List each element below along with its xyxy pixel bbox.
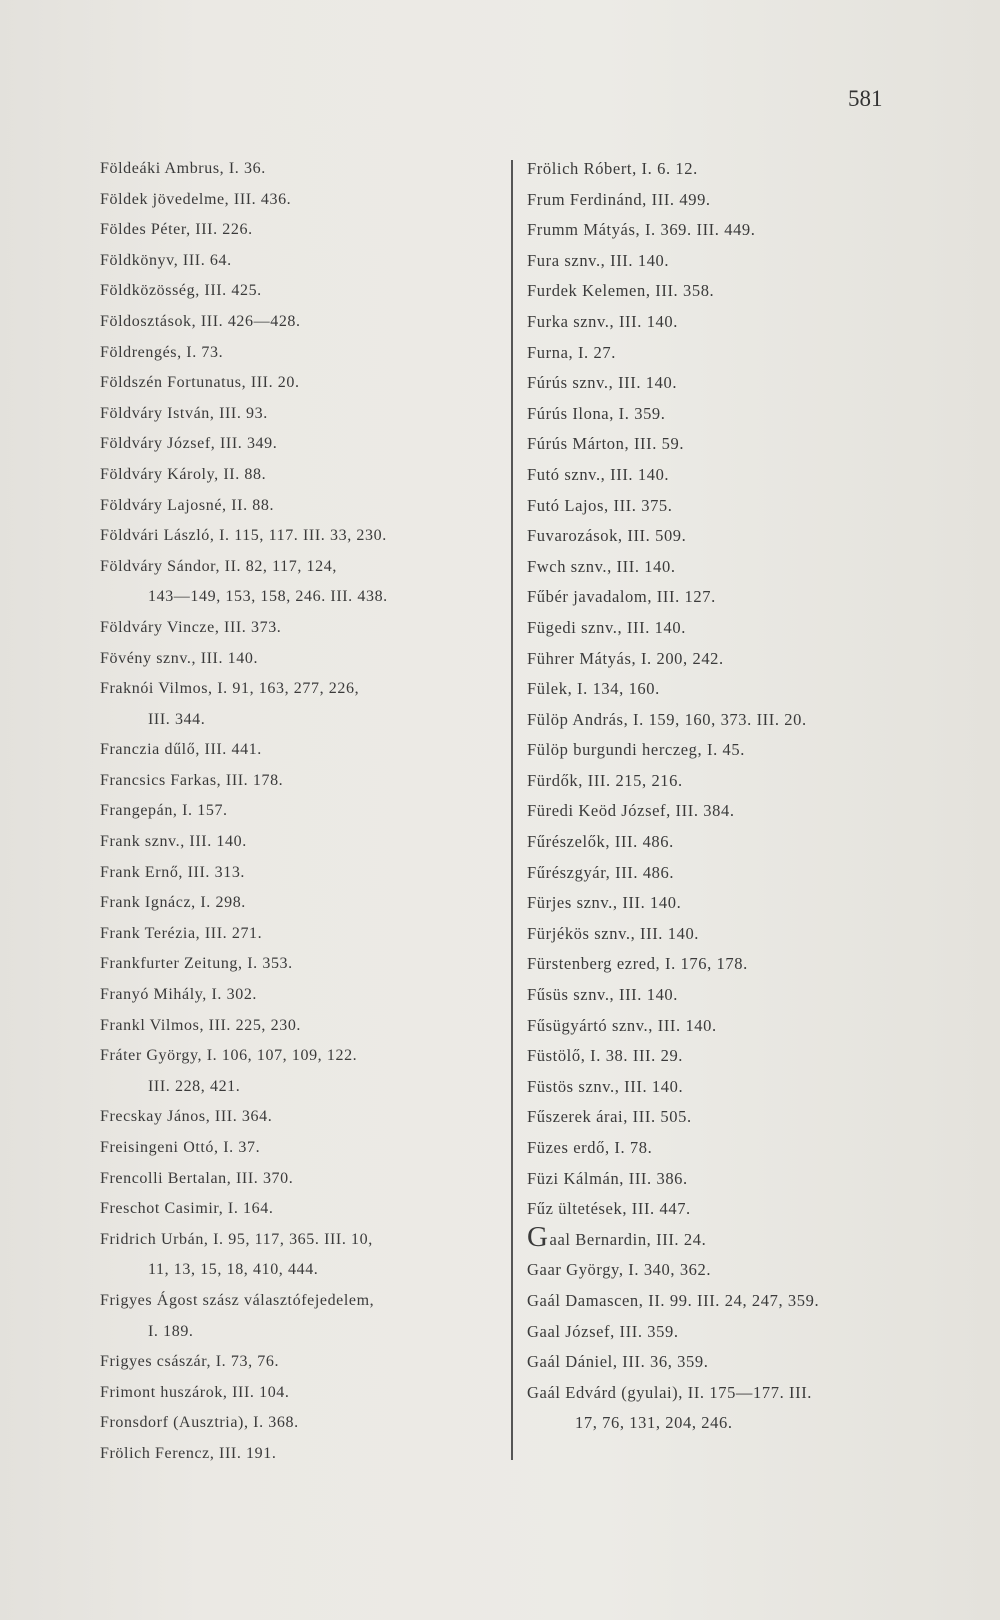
entry-text: Füstölő, I. 38. III. 29. <box>527 1046 684 1066</box>
entry-text: Frencolli Bertalan, III. 370. <box>100 1169 294 1187</box>
index-entry <box>527 582 927 613</box>
entry-text: Frank Terézia, III. 271. <box>100 924 263 942</box>
index-entry <box>527 796 927 827</box>
index-entry <box>100 796 490 827</box>
index-entry <box>527 154 927 185</box>
index-entry <box>100 491 490 522</box>
entry-text: Frankfurter Zeitung, I. 353. <box>100 955 293 973</box>
index-entry <box>527 491 927 522</box>
index-entry <box>527 735 927 766</box>
section-initial: G <box>527 1220 549 1253</box>
index-entry <box>527 1378 927 1439</box>
index-entry <box>527 1317 927 1348</box>
entry-text: Fövény sznv., III. 140. <box>100 649 259 667</box>
entry-text: Francsics Farkas, III. 178. <box>100 771 284 789</box>
index-entry <box>100 1102 490 1133</box>
index-entry <box>527 1164 927 1195</box>
index-entry <box>527 460 927 491</box>
index-entry <box>100 949 490 980</box>
entry-text: Földváry Vincze, III. 373. <box>100 618 282 636</box>
entry-text: Frank sznv., III. 140. <box>100 833 247 851</box>
entry-text: Fűsügyártó sznv., III. 140. <box>527 1015 717 1035</box>
index-entry <box>100 215 490 246</box>
entry-text: Földváry Lajosné, II. 88. <box>100 496 275 514</box>
index-entry <box>100 276 490 307</box>
index-entry <box>527 766 927 797</box>
index-entry <box>100 460 490 491</box>
entry-text: Fűrészgyár, III. 486. <box>527 862 675 882</box>
entry-continuation: 143—149, 153, 158, 246. III. 438. <box>148 588 388 606</box>
index-entry <box>527 980 927 1011</box>
entry-text: Földváry Károly, II. 88. <box>100 465 267 483</box>
entry-text: Földeáki Ambrus, I. 36. <box>100 160 266 177</box>
entry-text: Fűrészelők, III. 486. <box>527 832 674 852</box>
entry-text: Fürstenberg ezred, I. 176, 178. <box>527 954 748 974</box>
entry-continuation: III. 228, 421. <box>148 1077 241 1095</box>
entry-text: Fülöp András, I. 159, 160, 373. III. 20. <box>527 709 807 729</box>
index-entry <box>100 307 490 338</box>
entry-text: Führer Mátyás, I. 200, 242. <box>527 648 724 668</box>
entry-text: Fürjékös sznv., III. 140. <box>527 923 700 943</box>
entry-text: Földszén Fortunatus, III. 20. <box>100 374 300 392</box>
index-entry <box>100 980 490 1011</box>
index-entry <box>527 827 927 858</box>
entry-text: Fürjes sznv., III. 140. <box>527 893 682 913</box>
index-entry <box>100 246 490 277</box>
entry-text: Franczia dűlő, III. 441. <box>100 741 262 759</box>
index-entry <box>100 1286 490 1347</box>
index-entry <box>527 552 927 583</box>
entry-text: Földrengés, I. 73. <box>100 343 224 361</box>
entry-text: Füredi Keöd József, III. 384. <box>527 801 735 821</box>
entry-text: Földosztások, III. 426—428. <box>100 312 301 330</box>
entry-text: Fridrich Urbán, I. 95, 117, 365. III. 10, <box>100 1230 373 1248</box>
entry-text: Frangepán, I. 157. <box>100 802 228 820</box>
index-entry <box>100 674 490 735</box>
index-entry <box>527 185 927 216</box>
entry-text: Frimont huszárok, III. 104. <box>100 1383 290 1401</box>
index-entry <box>527 276 927 307</box>
entry-text: Frankl Vilmos, III. 225, 230. <box>100 1016 302 1034</box>
entry-text: Fwch sznv., III. 140. <box>527 556 676 576</box>
index-entry <box>527 644 927 675</box>
entry-text: Freschot Casimir, I. 164. <box>100 1200 274 1218</box>
index-entry <box>527 368 927 399</box>
index-entry <box>100 613 490 644</box>
index-entry <box>527 307 927 338</box>
index-entry <box>527 1102 927 1133</box>
entry-text: Futó sznv., III. 140. <box>527 464 670 484</box>
entry-text: Fűsüs sznv., III. 140. <box>527 985 679 1005</box>
index-entry <box>100 552 490 613</box>
index-column-right <box>527 154 927 1439</box>
index-entry <box>527 919 927 950</box>
entry-text: Fűz ültetések, III. 447. <box>527 1199 691 1219</box>
entry-text: Fura sznv., III. 140. <box>527 250 670 270</box>
index-entry <box>527 1286 927 1317</box>
index-entry <box>527 1011 927 1042</box>
entry-text: Füstös sznv., III. 140. <box>527 1076 684 1096</box>
index-entry <box>527 1220 927 1256</box>
entry-text: Gaál Damascen, II. 99. III. 24, 247, 359. <box>527 1290 820 1310</box>
index-entry <box>100 1194 490 1225</box>
index-entry <box>100 1011 490 1042</box>
page-number: 581 <box>848 86 883 111</box>
index-entry <box>100 399 490 430</box>
entry-text: Gaál Edvárd (gyulai), II. 175—177. III. <box>527 1382 813 1402</box>
entry-text: Franyó Mihály, I. 302. <box>100 986 258 1004</box>
index-entry <box>100 766 490 797</box>
index-entry <box>100 1041 490 1102</box>
index-entry <box>527 1133 927 1164</box>
index-entry <box>100 154 490 185</box>
index-entry <box>100 1164 490 1195</box>
index-entry <box>100 735 490 766</box>
entry-text: Fülöp burgundi herczeg, I. 45. <box>527 740 745 760</box>
entry-text: Furka sznv., III. 140. <box>527 311 678 331</box>
entry-text: Gaál Dániel, III. 36, 359. <box>527 1352 709 1372</box>
index-entry <box>527 1347 927 1378</box>
entry-continuation: 17, 76, 131, 204, 246. <box>575 1413 733 1433</box>
entry-text: Fúrús sznv., III. 140. <box>527 373 678 393</box>
index-entry <box>527 674 927 705</box>
index-entry <box>527 429 927 460</box>
entry-text: Furna, I. 27. <box>527 342 616 362</box>
entry-continuation: I. 189. <box>148 1322 194 1340</box>
index-entry <box>100 919 490 950</box>
index-entry <box>527 521 927 552</box>
entry-text: Fráter György, I. 106, 107, 109, 122. <box>100 1047 358 1065</box>
entry-text: Frigyes császár, I. 73, 76. <box>100 1353 280 1371</box>
index-entry <box>100 858 490 889</box>
entry-text: Frumm Mátyás, I. 369. III. 449. <box>527 220 756 240</box>
index-entry <box>100 827 490 858</box>
entry-text: Fűszerek árai, III. 505. <box>527 1107 692 1127</box>
entry-text: Fügedi sznv., III. 140. <box>527 617 686 637</box>
index-entry <box>527 858 927 889</box>
index-entry <box>527 215 927 246</box>
entry-text: Frölich Ferencz, III. 191. <box>100 1444 277 1462</box>
index-entry <box>100 429 490 460</box>
entry-text: aal Bernardin, III. 24. <box>549 1229 707 1249</box>
entry-text: Földváry Sándor, II. 82, 117, 124, <box>100 557 337 575</box>
entry-text: Fraknói Vilmos, I. 91, 163, 277, 226, <box>100 680 360 698</box>
entry-text: Furdek Kelemen, III. 358. <box>527 281 715 301</box>
index-entry <box>527 399 927 430</box>
entry-text: Frank Ernő, III. 313. <box>100 863 246 881</box>
index-entry <box>100 644 490 675</box>
index-entry <box>100 1347 490 1378</box>
entry-text: Füzi Kálmán, III. 386. <box>527 1168 688 1188</box>
entry-text: Gaar György, I. 340, 362. <box>527 1260 712 1280</box>
entry-text: Frölich Róbert, I. 6. 12. <box>527 159 698 178</box>
index-entry <box>100 521 490 552</box>
index-entry <box>527 705 927 736</box>
entry-text: Futó Lajos, III. 375. <box>527 495 673 515</box>
index-column-left <box>100 154 490 1470</box>
entry-text: Füzes erdő, I. 78. <box>527 1138 653 1157</box>
index-entry <box>527 949 927 980</box>
index-entry <box>527 888 927 919</box>
index-entry <box>100 888 490 919</box>
column-divider <box>511 160 513 1460</box>
entry-text: Földvári László, I. 115, 117. III. 33, 230. <box>100 527 387 545</box>
entry-text: Földváry István, III. 93. <box>100 404 268 422</box>
index-entry <box>100 185 490 216</box>
entry-continuation: 11, 13, 15, 18, 410, 444. <box>148 1261 319 1279</box>
entry-text: Földkönyv, III. 64. <box>100 251 232 269</box>
entry-text: Földek jövedelme, III. 436. <box>100 190 292 208</box>
entry-text: Földes Péter, III. 226. <box>100 221 253 239</box>
entry-text: Gaal József, III. 359. <box>527 1321 679 1341</box>
index-entry <box>527 338 927 369</box>
index-entry <box>527 613 927 644</box>
entry-text: Földváry József, III. 349. <box>100 435 278 453</box>
entry-text: Fürdők, III. 215, 216. <box>527 770 683 790</box>
entry-continuation: III. 344. <box>148 710 206 728</box>
entry-text: Frecskay János, III. 364. <box>100 1108 273 1126</box>
entry-text: Frigyes Ágost szász választófejedelem, <box>100 1291 375 1309</box>
entry-text: Fronsdorf (Ausztria), I. 368. <box>100 1414 299 1432</box>
index-entry <box>100 1133 490 1164</box>
index-entry <box>100 1408 490 1439</box>
index-entry <box>100 1439 490 1470</box>
entry-text: Fuvarozások, III. 509. <box>527 526 687 546</box>
entry-text: Fúrús Ilona, I. 359. <box>527 403 666 423</box>
entry-text: Földközösség, III. 425. <box>100 282 262 300</box>
index-entry <box>527 1072 927 1103</box>
entry-text: Fúrús Márton, III. 59. <box>527 434 685 454</box>
entry-text: Freisingeni Ottó, I. 37. <box>100 1139 261 1156</box>
index-entry <box>527 246 927 277</box>
entry-text: Frank Ignácz, I. 298. <box>100 894 246 912</box>
entry-text: Fülek, I. 134, 160. <box>527 679 660 699</box>
index-entry <box>100 338 490 369</box>
entry-text: Fűbér javadalom, III. 127. <box>527 587 716 607</box>
index-entry <box>527 1194 927 1225</box>
index-entry <box>100 1378 490 1409</box>
index-entry <box>100 1225 490 1286</box>
index-entry <box>100 368 490 399</box>
index-entry <box>527 1041 927 1072</box>
entry-text: Frum Ferdinánd, III. 499. <box>527 189 711 209</box>
index-entry <box>527 1255 927 1286</box>
